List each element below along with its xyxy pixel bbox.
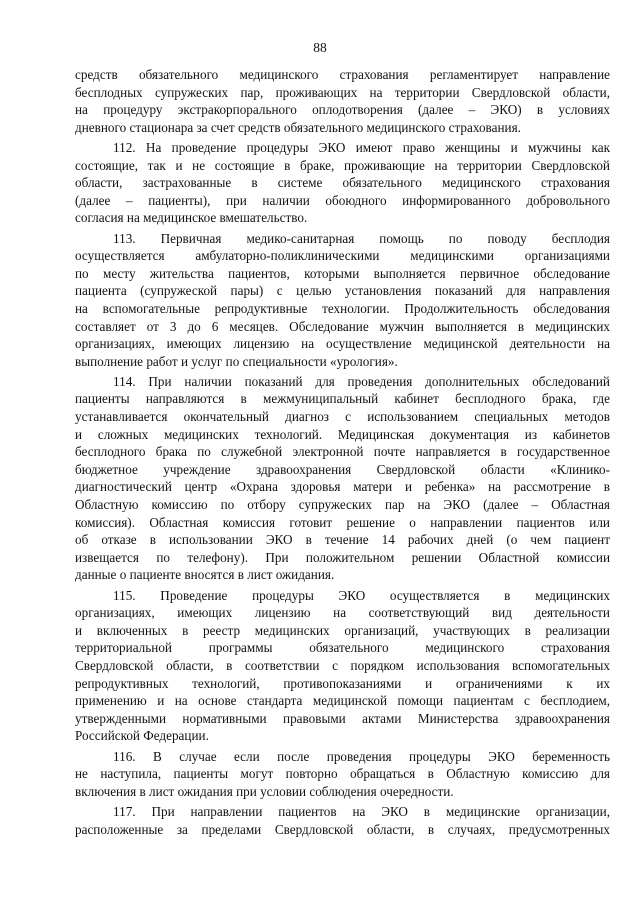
text-line: дневного стационара за счет средств обязательного медицинского страхования.	[75, 119, 521, 135]
text-line: включения в лист ожидания при условии соблюдения очередности.	[75, 783, 454, 799]
text-line: территориальной программы обязательного медицинского страхования	[75, 640, 610, 656]
text-line: диагностический центр «Охрана здоровья матери и ребенка» на рассмотрение в	[75, 479, 610, 495]
paragraph-first-line: 113. Первичная медико-санитарная помощь по поводу бесплодия	[113, 230, 610, 246]
text-line: пациента (супружеской пары) с целью установления показаний для направления	[75, 283, 610, 299]
paragraph-first-line: 114. При наличии показаний для проведения дополнительных обследований	[113, 373, 610, 389]
paragraph-first-line: 116. В случае если после проведения процедуры ЭКО беременность	[113, 748, 610, 764]
text-line: организациях, имеющих лицензию на соответствующий вид деятельности	[75, 605, 610, 621]
paragraph-first-line: 112. На проведение процедуры ЭКО имеют право женщины и мужчины как	[113, 139, 610, 155]
text-line: устанавливается окончательный диагноз с использованием специальных методов	[75, 409, 610, 425]
text-line: средств обязательного медицинского страхования регламентирует направление	[75, 67, 610, 82]
paragraph-first-line: 117. При направлении пациентов на ЭКО в медицинские организации,	[113, 803, 610, 819]
text-line: не наступила, пациенты могут повторно обращаться в Областную комиссию для	[75, 766, 610, 782]
text-line: об отказе в использовании ЭКО в течение 14 рабочих дней (о чем пациент	[75, 532, 610, 548]
text-line: (далее – пациенты), при наличии обоюдного информированного добровольного	[75, 192, 610, 208]
text-line: осуществляется амбулаторно-поликлиническими медицинскими организациями	[75, 248, 610, 264]
text-line: извещается по телефону). При положительном решении Областной комиссии	[75, 549, 610, 565]
text-line: области, застрахованные в системе обязательного медицинского страхования	[75, 175, 610, 191]
text-line: на процедуру экстракорпорального оплодотворения (далее – ЭКО) в условиях	[75, 102, 610, 118]
text-line: на вспомогательные репродуктивные технологии. Продолжительность обследования	[75, 300, 610, 316]
paragraph-first-line: 115. Проведение процедуры ЭКО осуществляется в медицинских	[113, 587, 610, 603]
text-line: утвержденными нормативными правовыми актами Министерства здравоохранения	[75, 710, 610, 726]
text-line: и сложных медицинских технологий. Медицинская документация из кабинетов	[75, 426, 610, 442]
text-line: Свердловской области, в соответствии с порядком использования вспомогательных	[75, 657, 610, 673]
text-line: Областную комиссию по отбору супружеских пар на ЭКО (далее – Областная	[75, 497, 610, 513]
text-line: состоящие, так и не состоящие в браке, проживающие на территории Свердловской	[75, 157, 610, 173]
text-line: бесплодного брака по служебной электронной почте направляется в государственное	[75, 444, 610, 460]
text-line: Российской Федерации.	[75, 728, 209, 744]
text-line: согласия на медицинское вмешательство.	[75, 210, 308, 226]
text-line: пациенты направляются в межмуниципальный кабинет бесплодного брака, где	[75, 391, 610, 407]
text-line: репродуктивных технологий, противопоказаниями и ограничениями к их	[75, 675, 610, 691]
text-line: по месту жительства пациентов, которыми выполняется первичное обследование	[75, 265, 610, 281]
page-number: 88	[313, 40, 327, 55]
text-line: организациях, имеющих лицензию на осуществление медицинской деятельности на	[75, 336, 610, 352]
text-line: составляет от 3 до 6 месяцев. Обследование мужчин выполняется в медицинских	[75, 318, 610, 334]
text-line: бесплодных супружеских пар, проживающих на территории Свердловской области,	[75, 84, 610, 100]
text-line: и включенных в реестр медицинских организаций, участвующих в реализации	[75, 622, 610, 638]
document-body	[75, 66, 610, 838]
text-line: данные о пациенте вносятся в лист ожидания.	[75, 567, 335, 583]
text-line: выполнение работ и услуг по специальности «урология».	[75, 353, 398, 369]
text-line: комиссия). Областная комиссия готовит решение о направлении пациентов или	[75, 514, 610, 530]
text-line: расположенные за пределами Свердловской области, в случаях, предусмотренных	[75, 821, 610, 837]
text-line: применению и на основе стандарта медицинской помощи пациентам с бесплодием,	[75, 693, 610, 709]
text-line: бюджетное учреждение здравоохранения Свердловской области «Клинико-	[75, 461, 610, 477]
